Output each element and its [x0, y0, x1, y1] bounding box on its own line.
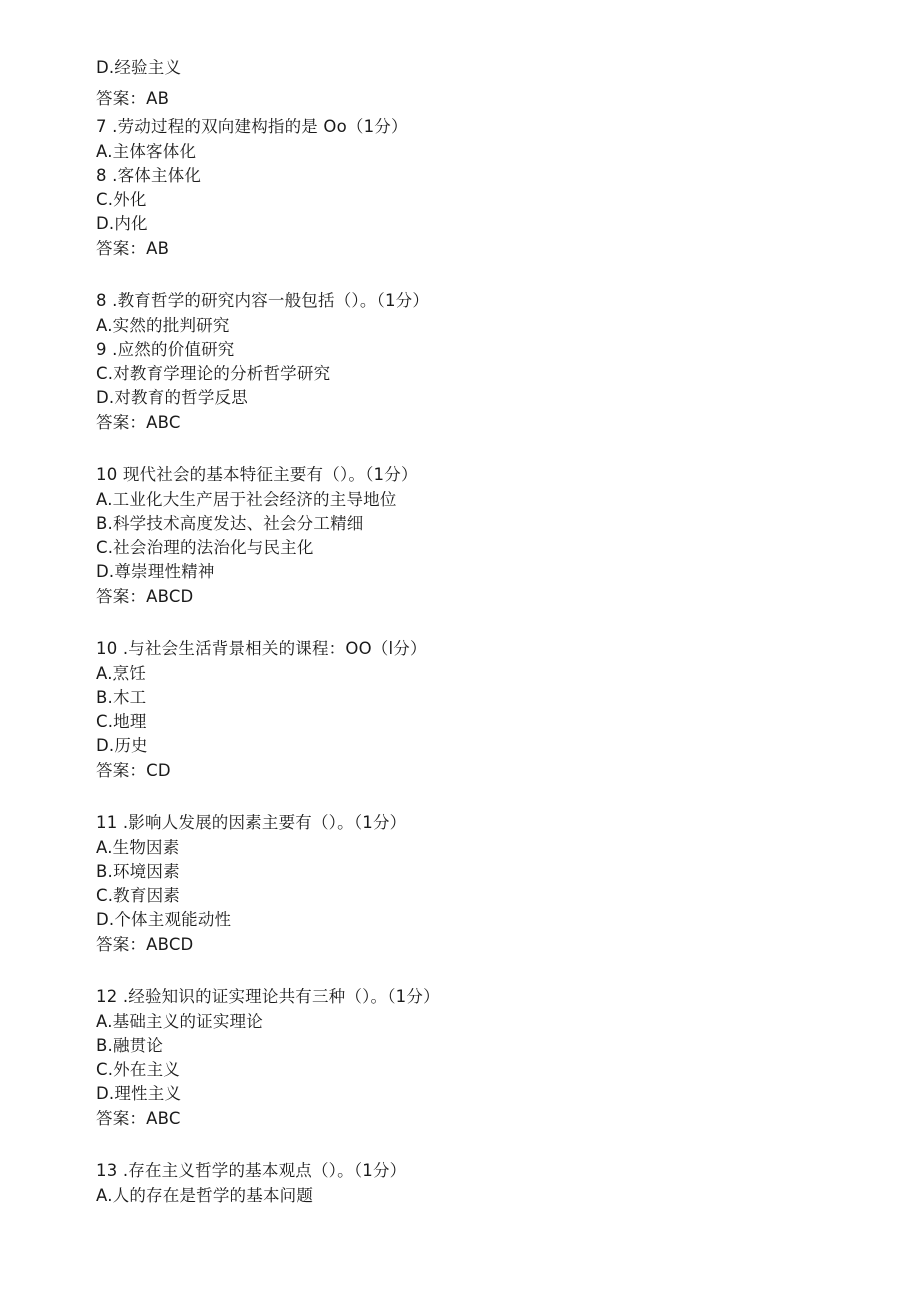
question-line: 12 .经验知识的证实理论共有三种（）。（1分） [96, 987, 440, 1006]
option-line: D.历史 [96, 736, 148, 755]
option-line: B.科学技术高度发达、社会分工精细 [96, 514, 364, 533]
option-line: C.外在主义 [96, 1060, 180, 1079]
option-line: B.融贯论 [96, 1036, 164, 1055]
answer-line: 答案：ABCD [96, 935, 194, 954]
option-line: D.尊崇理性精神 [96, 562, 215, 581]
question-line: 10 .与社会生活背景相关的课程：OO（l分） [96, 639, 427, 658]
answer-line: 答案：CD [96, 761, 171, 780]
option-line: A.人的存在是哲学的基本问题 [96, 1186, 314, 1205]
option-line: D.经验主义 [96, 58, 182, 77]
option-line: D.个体主观能动性 [96, 910, 232, 929]
option-line: A.生物因素 [96, 838, 180, 857]
question-line: 10 现代社会的基本特征主要有（）。（1分） [96, 465, 418, 484]
answer-line: 答案：AB [96, 239, 170, 258]
option-line: C.外化 [96, 190, 147, 209]
option-line: C.教育因素 [96, 886, 180, 905]
option-line: C.地理 [96, 712, 147, 731]
option-line: C.社会治理的法治化与民主化 [96, 538, 314, 557]
answer-line: 答案：ABC [96, 1109, 181, 1128]
option-line: A.基础主义的证实理论 [96, 1012, 263, 1031]
answer-line: 答案：ABCD [96, 587, 194, 606]
option-line: D.对教育的哲学反思 [96, 388, 248, 407]
option-line: D.内化 [96, 214, 148, 233]
option-line: D.理性主义 [96, 1084, 182, 1103]
answer-line: 答案：AB [96, 89, 170, 108]
question-line: 8 .教育哲学的研究内容一般包括（）。（1分） [96, 291, 430, 310]
option-line: A.烹饪 [96, 664, 147, 683]
option-line: A.工业化大生产居于社会经济的主导地位 [96, 490, 397, 509]
question-line: 11 .影响人发展的因素主要有（）。（1分） [96, 813, 407, 832]
option-line: A.实然的批判研究 [96, 316, 230, 335]
option-line: A.主体客体化 [96, 142, 197, 161]
option-line: 8 .客体主体化 [96, 166, 202, 185]
option-line: C.对教育学理论的分析哲学研究 [96, 364, 331, 383]
option-line: 9 .应然的价值研究 [96, 340, 235, 359]
option-line: B.环境因素 [96, 862, 180, 881]
question-line: 13 .存在主义哲学的基本观点（）。（1分） [96, 1161, 407, 1180]
question-line: 7 .劳动过程的双向建构指的是 Oo（1分） [96, 117, 408, 136]
option-line: B.木工 [96, 688, 147, 707]
answer-line: 答案：ABC [96, 413, 181, 432]
